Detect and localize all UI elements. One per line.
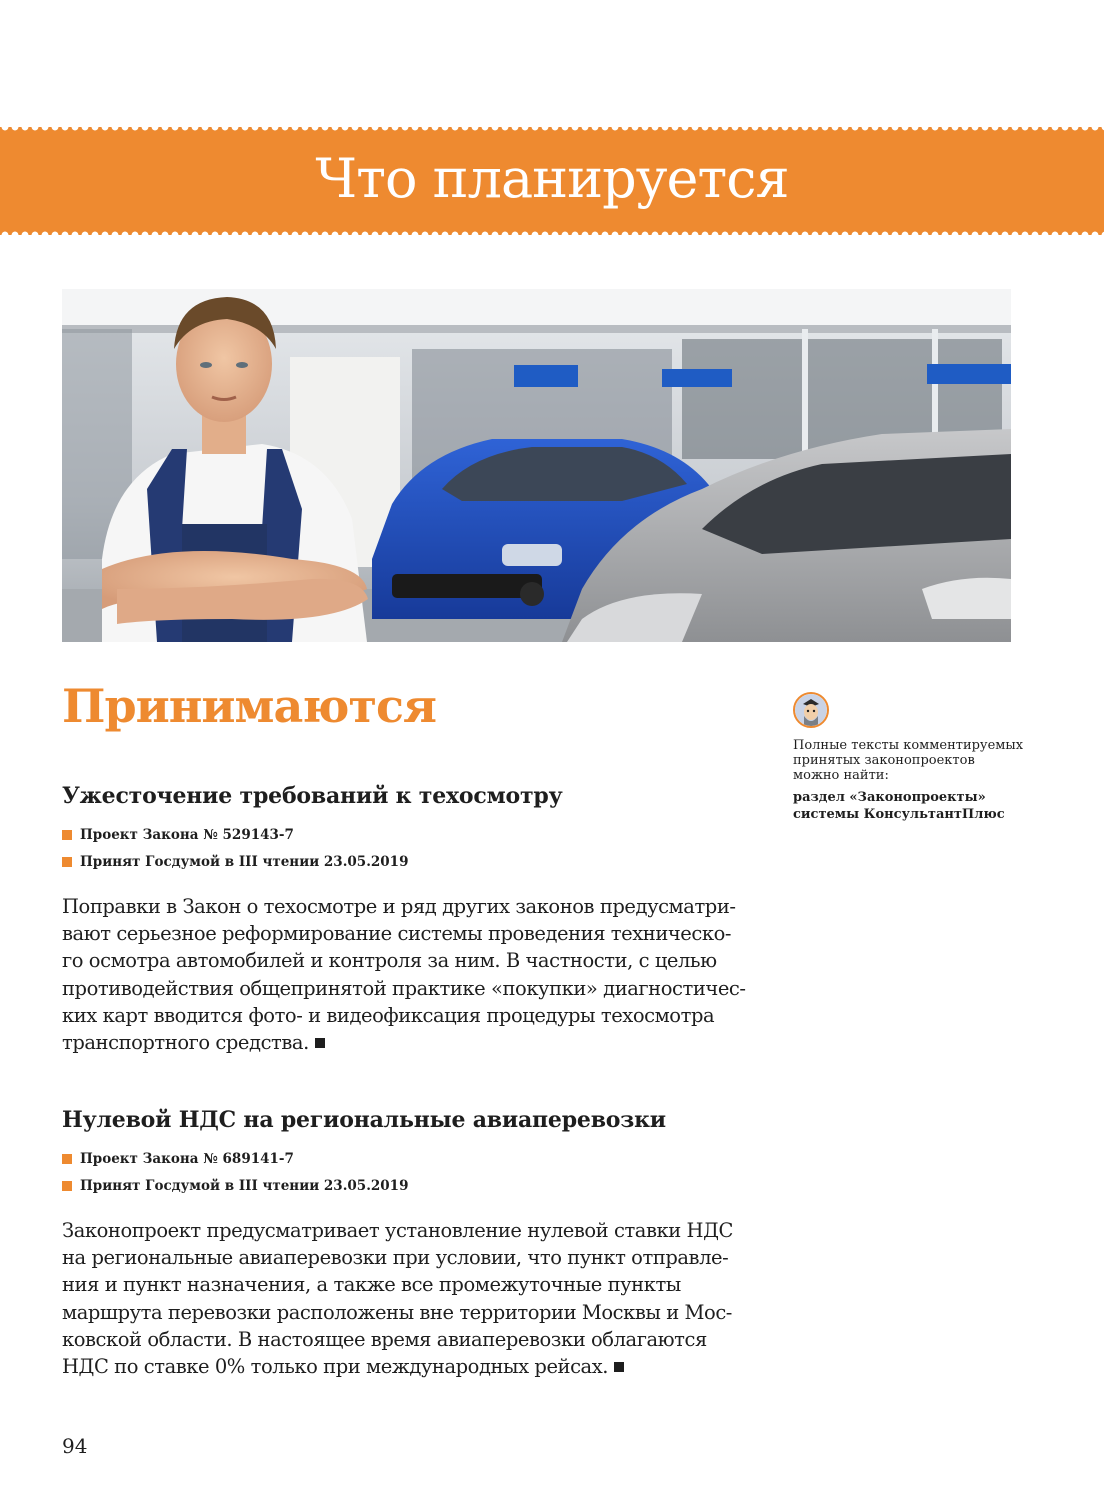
- sidenote-strong-line: системы КонсультантПлюс: [793, 807, 1005, 822]
- page-number: 94: [62, 1434, 88, 1458]
- article-title: Ужесточение требований к техосмотру: [62, 783, 563, 809]
- body-line: на региональные авиаперевозки при условии, что пункт отправле-: [62, 1246, 729, 1270]
- meta-text: Проект Закона № 529143-7: [80, 826, 294, 843]
- orange-square-bullet-icon: [62, 857, 72, 867]
- sidenote-line: принятых законопроектов: [793, 753, 975, 768]
- sidenote-line: можно найти:: [793, 768, 889, 783]
- sidenote-line: Полные тексты комментируемых: [793, 738, 1024, 753]
- body-line: Поправки в Закон о техосмотре и ряд других законов предусматри-: [62, 895, 736, 918]
- banner-title: Что планируется: [315, 147, 789, 210]
- body-line: вают серьезное реформирование системы проведения техническо-: [62, 922, 732, 946]
- meta-text: Проект Закона № 689141-7: [80, 1150, 294, 1167]
- sidenote-text: [793, 738, 1033, 783]
- orange-square-bullet-icon: [62, 1154, 72, 1164]
- expert-avatar-icon: [793, 692, 829, 728]
- orange-square-bullet-icon: [62, 830, 72, 840]
- body-line: противодействия общепринятой практике «покупки» диагностичес-: [62, 976, 746, 1000]
- meta-row-adoption: [62, 1172, 752, 1199]
- body-line-last: [62, 1353, 752, 1380]
- mechanic-car-showroom-image: [62, 289, 1011, 642]
- end-square-icon: [315, 1038, 325, 1048]
- article-techinspection: [62, 782, 752, 1056]
- section-title: Принимаются: [62, 679, 436, 733]
- orange-square-bullet-icon: [62, 1181, 72, 1191]
- meta-text: Принят Госдумой в III чтении 23.05.2019: [80, 1177, 409, 1194]
- body-line: го осмотра автомобилей и контроля за ним. В частности, с целью: [62, 949, 717, 973]
- article-title: Нулевой НДС на региональные авиаперевозки: [62, 1107, 666, 1133]
- article-body: [62, 893, 752, 1056]
- body-line: ния и пункт назначения, а также все промежуточные пункты: [62, 1273, 681, 1297]
- body-line: ковской области. В настоящее время авиаперевозки облагаются: [62, 1327, 707, 1351]
- article-meta: [62, 1145, 752, 1199]
- body-line: Законопроект предусматривает установление нулевой ставки НДС: [62, 1219, 733, 1242]
- sidenote-strong-line: раздел «Законопроекты»: [793, 790, 986, 805]
- end-square-icon: [614, 1362, 624, 1372]
- sidenote: [793, 692, 1033, 823]
- body-line: маршрута перевозки расположены вне территории Москвы и Мос-: [62, 1300, 732, 1324]
- body-line-text: транспортного средства.: [62, 1031, 309, 1055]
- body-line-last: [62, 1029, 752, 1056]
- article-meta: [62, 821, 752, 875]
- article-zero-vat: [62, 1106, 752, 1380]
- hero-photo: [62, 289, 1011, 642]
- meta-text: Принят Госдумой в III чтении 23.05.2019: [80, 853, 409, 870]
- meta-row-adoption: [62, 848, 752, 875]
- body-line: ких карт вводится фото- и видеофиксация процедуры техосмотра: [62, 1003, 715, 1027]
- article-body: [62, 1217, 752, 1380]
- meta-row-bill-number: [62, 1145, 752, 1172]
- meta-row-bill-number: [62, 821, 752, 848]
- section-banner: [0, 127, 1104, 235]
- sidenote-reference: [793, 789, 1033, 823]
- body-line-text: НДС по ставке 0% только при международных рейсах.: [62, 1355, 609, 1379]
